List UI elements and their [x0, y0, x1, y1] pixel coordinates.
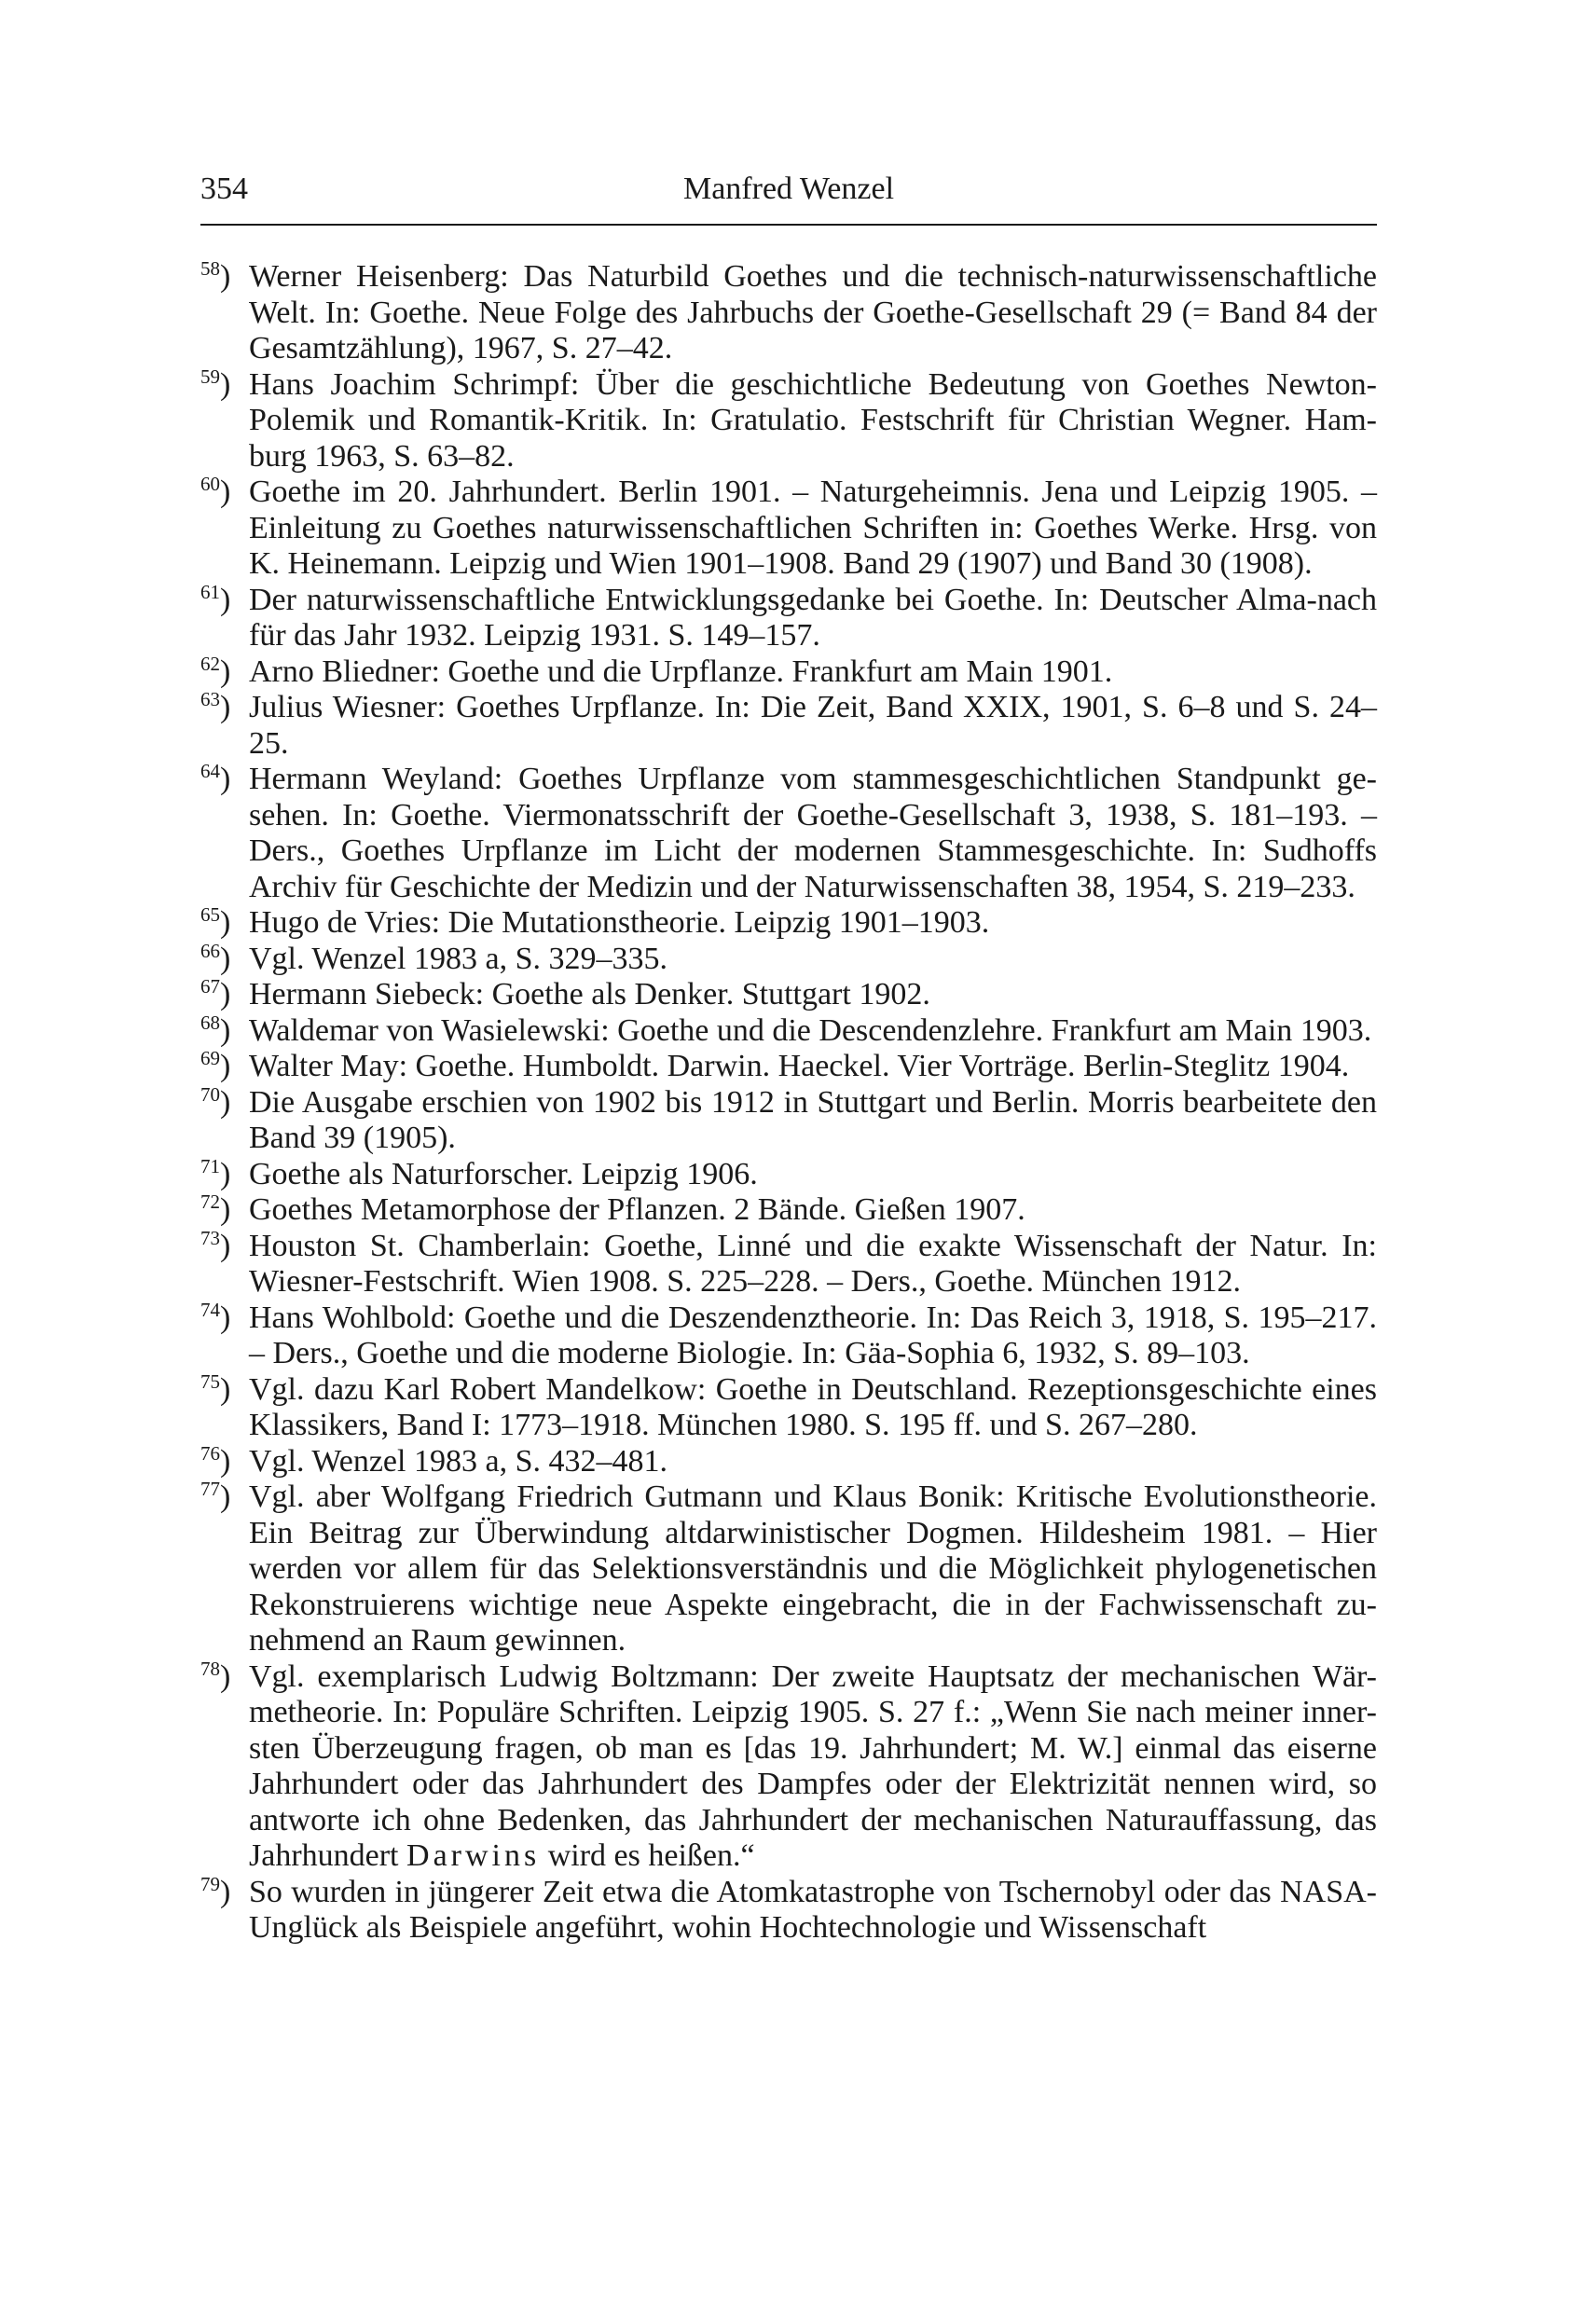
footnote-number: $^{79}$) — [200, 1872, 231, 1909]
footnote — [200, 1659, 1377, 1875]
footnote-text: Julius Wiesner: Goethes Urpflanze. In: Die Zeit, Band XXIX, 1901, S. 6–8 und S. 24–25. — [249, 690, 1377, 761]
footnote — [200, 580, 1377, 654]
footnote-text: Hugo de Vries: Die Mutationstheorie. Leipzig 1901–1903. — [249, 905, 990, 940]
footnote-list — [200, 259, 1377, 1947]
footnote — [200, 1082, 1377, 1157]
footnote — [200, 1300, 1377, 1372]
footnote-number: $^{58}$) — [200, 257, 231, 294]
footnote — [200, 905, 1377, 942]
footnote — [200, 690, 1377, 762]
footnote-number: $^{59}$) — [200, 365, 231, 402]
footnote-number: $^{75}$) — [200, 1369, 231, 1407]
footnote — [200, 1192, 1377, 1229]
footnote-number: $^{74}$) — [200, 1298, 231, 1335]
footnote-text: Goethe im 20. Jahrhundert. Berlin 1901. – Naturgeheimnis. Jena und Leipzig 1905. – Einleitung zu Goethes naturwissenschaftlichen Schriften in: Goethes Werke. Hrsg. von K. Heinemann. Leipzig und Wien 1901–1908. Band 29 (1907) und Band 30 (1908). — [249, 475, 1377, 581]
page-header — [200, 171, 1377, 217]
footnote — [200, 259, 1377, 367]
footnote-number: $^{62}$) — [200, 652, 231, 689]
footnote-number: $^{76}$) — [200, 1441, 231, 1479]
footnote-number: $^{69}$) — [200, 1047, 231, 1083]
footnote-number: $^{65}$) — [200, 903, 231, 940]
page-number: 354 — [200, 172, 248, 206]
footnote-number: $^{73}$) — [200, 1226, 231, 1263]
footnote-number: $^{66}$) — [200, 939, 231, 976]
footnote — [200, 939, 1377, 978]
footnote — [200, 1369, 1377, 1444]
footnote-text: Walter May: Goethe. Humboldt. Darwin. Haeckel. Vier Vorträge. Berlin-Steglitz 1904. — [249, 1049, 1350, 1083]
footnote — [200, 762, 1377, 905]
footnote-text: Hermann Siebeck: Goethe als Denker. Stuttgart 1902. — [249, 977, 930, 1012]
footnote-text: Goethe als Naturforscher. Leipzig 1906. — [249, 1156, 758, 1191]
footnote — [200, 367, 1377, 475]
footnote-number: $^{67}$) — [200, 975, 231, 1012]
footnote-text: So wurden in jüngerer Zeit etwa die Atomkatastrophe von Tschernobyl oder das NASA-Unglück als Beispiele angeführt, wohin Hochtechnologie und Wissenschaft — [249, 1874, 1377, 1945]
footnote — [200, 1049, 1377, 1085]
footnote — [200, 475, 1377, 583]
footnote-text: Hans Wohlbold: Goethe und die Deszendenztheorie. In: Das Reich 3, 1918, S. 195–217. – Ders., Goethe und die moderne Biologie. In: Gäa-Sophia 6, 1932, S. 89–103. — [249, 1300, 1377, 1370]
running-head: Manfred Wenzel — [682, 172, 895, 206]
footnote-text: Houston St. Chamberlain: Goethe, Linné und die exakte Wissenschaft der Natur. In: Wiesner-Festschrift. Wien 1908. S. 225–228. – Ders., Goethe. München 1912. — [249, 1228, 1377, 1299]
footnote — [200, 1013, 1377, 1050]
footnote-text: Vgl. aber Wolfgang Friedrich Gutmann und Klaus Bonik: Kritische Evolutionstheorie. Ein Beitrag zur Überwindung altdarwinistischer Dogmen. Hildesheim 1981. – Hier werden vor allem für das Selektionsverständnis und die Möglichkeit phylogenetischen Rekonstruierens wichtige neue Aspekte eingebracht, die in der Fachwissenschaft zu-nehmend an Raum gewinnen. — [249, 1479, 1377, 1658]
footnote-text: Die Ausgabe erschien von 1902 bis 1912 in Stuttgart und Berlin. Morris bearbeitete den Band 39 (1905). — [249, 1084, 1377, 1155]
footnote-number: $^{70}$) — [200, 1082, 231, 1120]
footnote — [200, 1872, 1377, 1947]
footnote-number: $^{63}$) — [200, 688, 231, 724]
footnote-number: $^{68}$) — [200, 1011, 231, 1048]
footnote — [200, 1441, 1377, 1480]
footnote-number: $^{78}$) — [200, 1657, 231, 1694]
footnote-spaced-name: Darwins — [406, 1838, 541, 1873]
footnote-text-before: Vgl. exemplarisch Ludwig Boltzmann: Der zweite Hauptsatz der mechanischen Wär-metheorie. In: Populäre Schriften. Leipzig 1905. S. 27 f.: „Wenn Sie nach meiner inner-sten Überzeugung fragen, ob man es [das 19. Jahrhundert; M. W.] einmal das eiserne Jahrhundert oder das Jahrhundert des Dampfes oder der Elektrizität nennen wird, so antworte ich ohne Bedenken, das Jahrhundert der mechanischen Naturauffassung, das Jahrhundert — [249, 1658, 1377, 1873]
footnote — [200, 1226, 1377, 1300]
footnote-number: $^{71}$) — [200, 1154, 231, 1191]
footnote-text: Waldemar von Wasielewski: Goethe und die Descendenzlehre. Frankfurt am Main 1903. — [249, 1012, 1372, 1048]
footnote — [200, 1479, 1377, 1659]
footnote-number: $^{72}$) — [200, 1190, 231, 1227]
footnote-number: $^{61}$) — [200, 580, 231, 617]
footnote-number: $^{60}$) — [200, 473, 231, 509]
footnote-text: Vgl. Wenzel 1983 a, S. 329–335. — [249, 941, 667, 976]
footnote-text: Der naturwissenschaftliche Entwicklungsgedanke bei Goethe. In: Deutscher Alma-nach für das Jahr 1932. Leipzig 1931. S. 149–157. — [249, 582, 1377, 653]
footnote-text: Vgl. Wenzel 1983 a, S. 432–481. — [249, 1443, 667, 1479]
footnote-number: $^{64}$) — [200, 760, 231, 796]
footnote-number: $^{77}$) — [200, 1478, 231, 1514]
footnote-text: Goethes Metamorphose der Pflanzen. 2 Bände. Gießen 1907. — [249, 1192, 1025, 1227]
footnote — [200, 1154, 1377, 1193]
footnote-text: Hans Joachim Schrimpf: Über die geschichtliche Bedeutung von Goethes Newton-Polemik und Romantik-Kritik. In: Gratulatio. Festschrift für Christian Wegner. Ham-burg 1963, S. 63–82. — [249, 366, 1377, 474]
footnote-text: Werner Heisenberg: Das Naturbild Goethes und die technisch-naturwissenschaftliche Welt. In: Goethe. Neue Folge des Jahrbuchs der Goethe-Gesellschaft 29 (= Band 84 der Gesamtzählung), 1967, S. 27–42. — [249, 259, 1377, 365]
footnote-text: Vgl. dazu Karl Robert Mandelkow: Goethe in Deutschland. Rezeptionsgeschichte eines Klassikers, Band I: 1773–1918. München 1980. S. 195 ff. und S. 267–280. — [249, 1371, 1377, 1442]
footnote-text-after: wird es heißen.“ — [540, 1838, 755, 1873]
footnote — [200, 654, 1377, 691]
footnote-text: Arno Bliedner: Goethe und die Urpflanze. Frankfurt am Main 1901. — [249, 654, 1113, 689]
footnote-text: Hermann Weyland: Goethes Urpflanze vom stammesgeschichtlichen Standpunkt ge-sehen. In: Goethe. Viermonatsschrift der Goethe-Gesellschaft 3, 1938, S. 181–193. – Ders., Goethes Urpflanze im Licht der modernen Stammesgeschichte. In: Sudhoffs Archiv für Geschichte der Medizin und der Naturwissenschaften 38, 1954, S. 219–233. — [249, 762, 1377, 904]
header-rule — [200, 224, 1377, 226]
footnote — [200, 977, 1377, 1013]
